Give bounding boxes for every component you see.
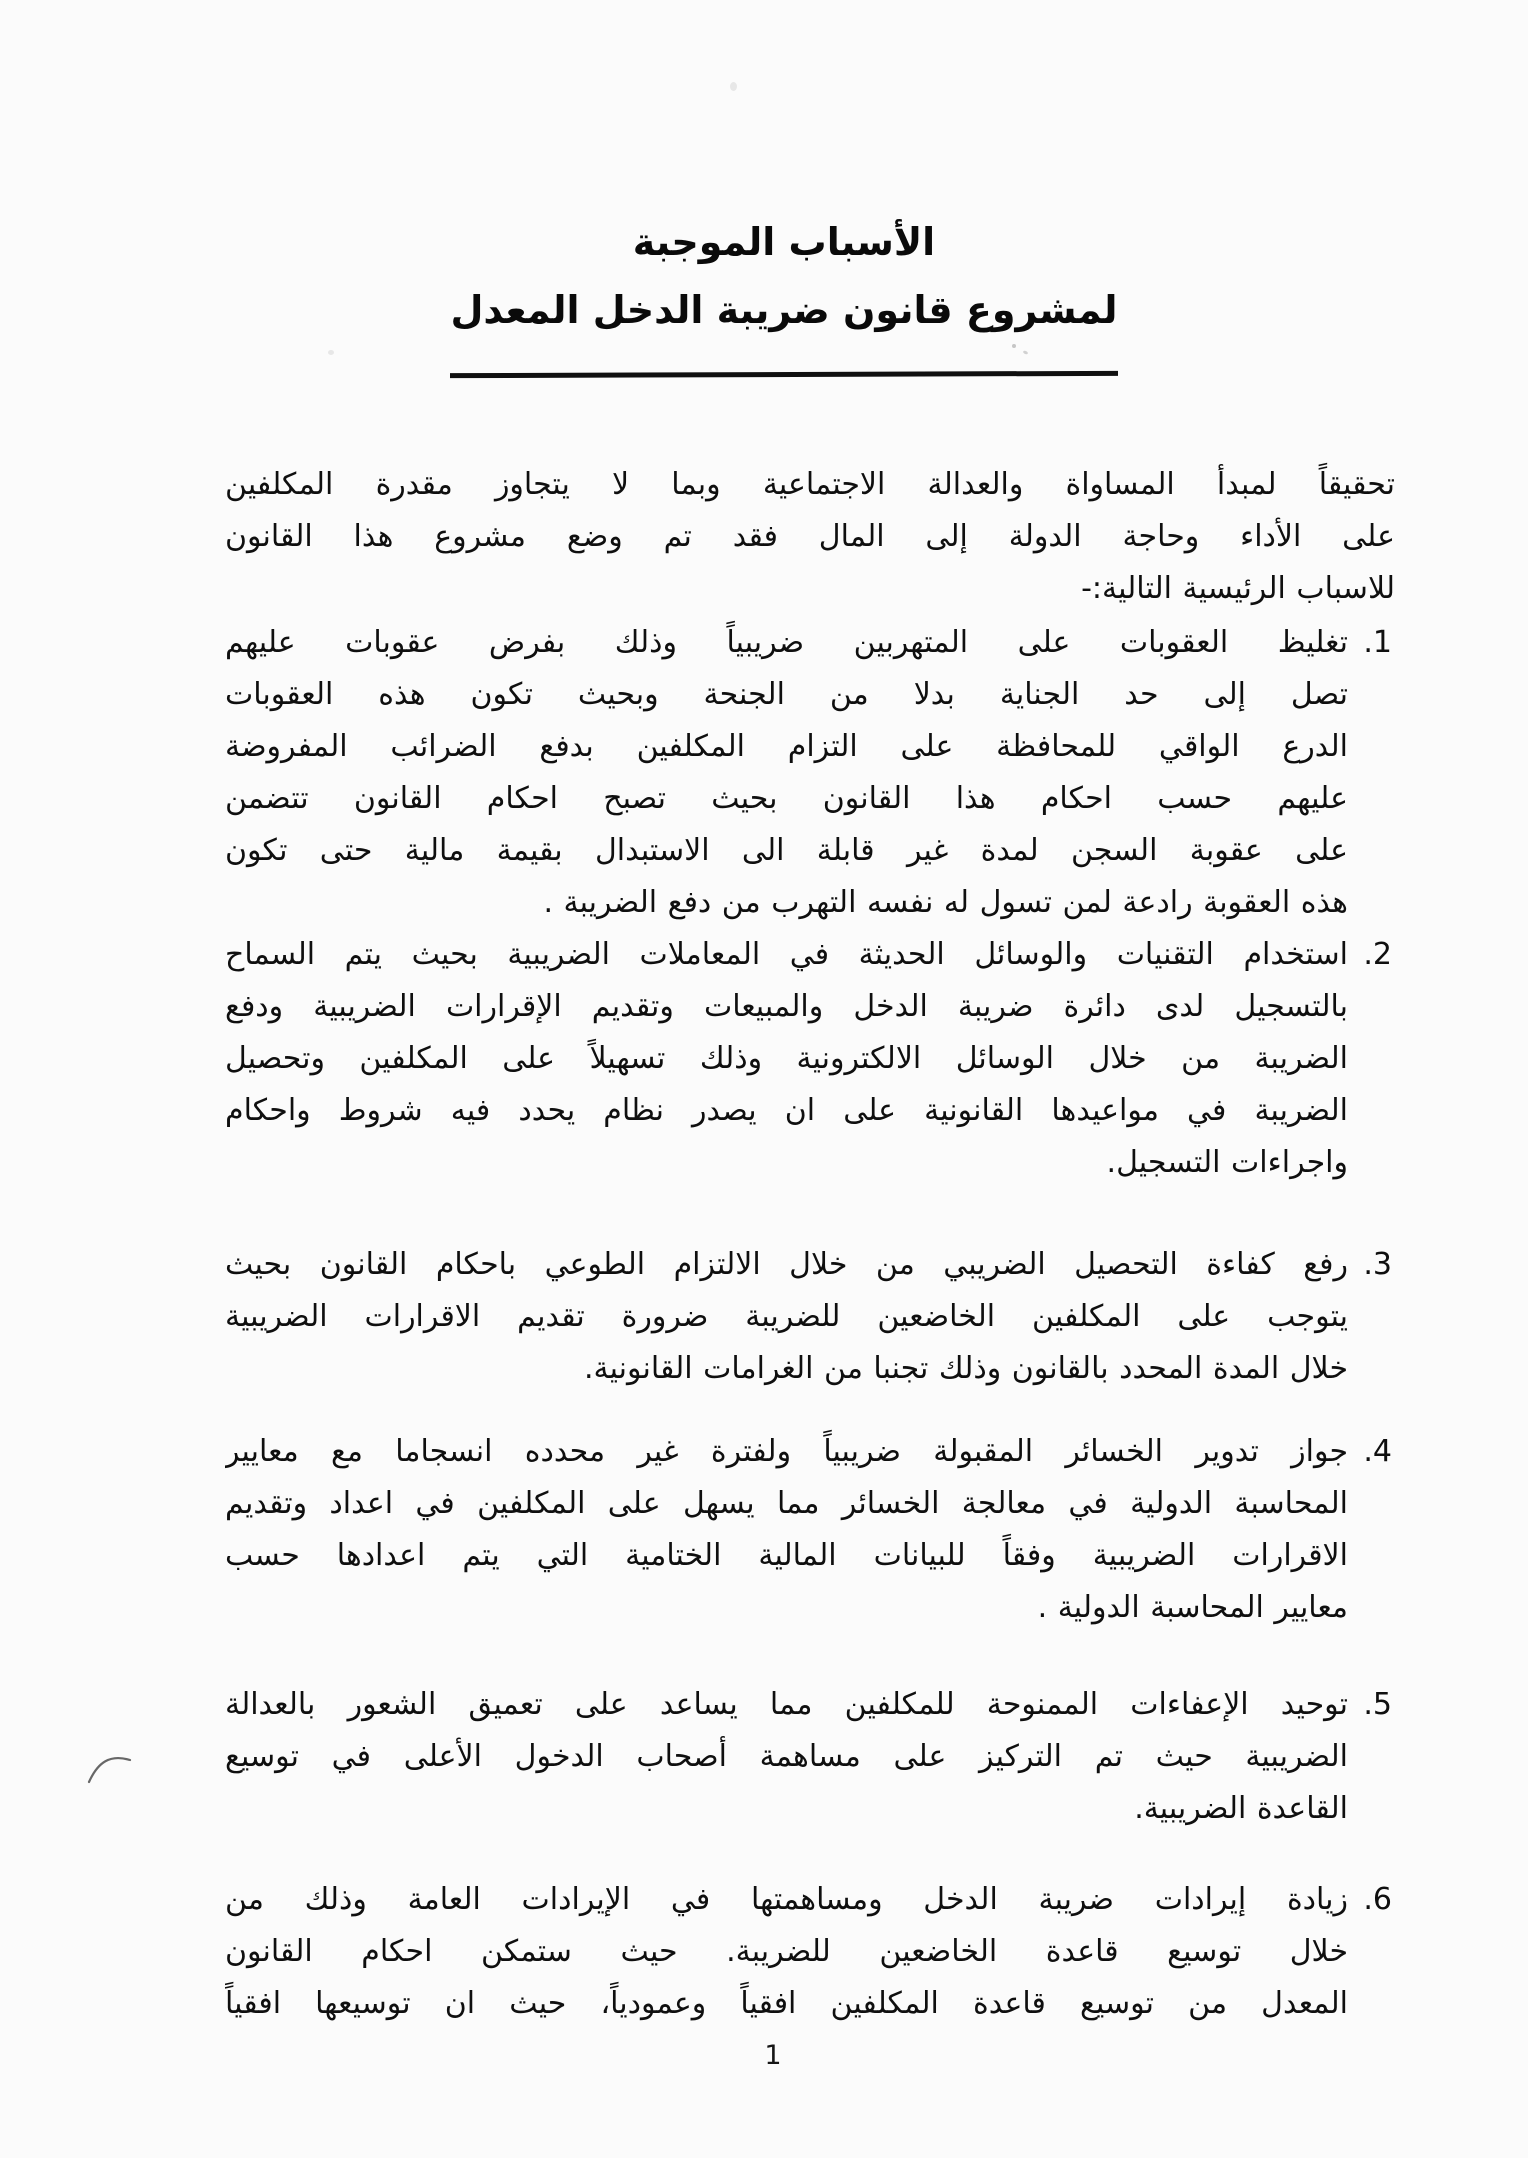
item-line: هذه العقوبة رادعة لمن تسول له نفسه التهرب من دفع الضريبة . — [543, 885, 1348, 920]
item-line: زيادة إيرادات ضريبة الدخل ومساهمتها في الإيرادات العامة وذلك من — [225, 1882, 1348, 1917]
item-number: 4. — [1363, 1434, 1392, 1469]
item-line: القاعدة الضريبية. — [1134, 1791, 1348, 1826]
item-line: خلال المدة المحدد بالقانون وذلك تجنبا من الغرامات القانونية. — [583, 1351, 1348, 1386]
item-text — [225, 1239, 1348, 1395]
item-line: يتوجب على المكلفين الخاضعين للضريبة ضرورة تقديم الاقرارات الضريبية — [225, 1299, 1348, 1334]
item-line: بالتسجيل لدى دائرة ضريبة الدخل والمبيعات وتقديم الإقرارات الضريبية ودفع — [225, 989, 1348, 1024]
title-line-2: لمشروع قانون ضريبة الدخل المعدل — [450, 288, 1118, 332]
list-item-5 — [225, 1679, 1392, 1835]
page-number: 1 — [764, 2040, 782, 2071]
item-line: استخدام التقنيات والوسائل الحديثة في المعاملات الضريبية بحيث يتم السماح — [225, 937, 1348, 972]
handwritten-margin-mark — [86, 1748, 134, 1792]
item-number: 1. — [1363, 625, 1392, 660]
list-item-4 — [225, 1426, 1392, 1634]
intro-line: للاسباب الرئيسية التالية:- — [1081, 571, 1395, 606]
item-text — [225, 1679, 1348, 1835]
item-number: 6. — [1363, 1882, 1392, 1917]
item-number: 3. — [1363, 1247, 1392, 1282]
item-line: على عقوبة السجن لمدة غير قابلة الى الاستبدال بقيمة مالية حتى تكون — [225, 833, 1348, 868]
item-line: الضريبية حيث تم التركيز على مساهمة أصحاب الدخول الأعلى في توسيع — [225, 1739, 1348, 1774]
item-line: واجراءات التسجيل. — [1106, 1145, 1348, 1180]
intro-paragraph — [225, 459, 1395, 615]
list-item-1 — [225, 617, 1392, 929]
intro-line: على الأداء وحاجة الدولة إلى المال فقد تم وضع مشروع هذا القانون — [225, 519, 1395, 554]
item-line: الاقرارات الضريبية وفقاً للبيانات المالية الختامية التي يتم اعدادها حسب — [225, 1538, 1348, 1573]
scan-speck — [328, 350, 334, 355]
item-line: معايير المحاسبة الدولية . — [1037, 1590, 1348, 1625]
intro-line: تحقيقاً لمبدأ المساواة والعدالة الاجتماعية وبما لا يتجاوز مقدرة المكلفين — [225, 467, 1395, 502]
scan-speck — [1012, 344, 1016, 348]
item-line: الضريبة من خلال الوسائل الالكترونية وذلك تسهيلاً على المكلفين وتحصيل — [225, 1041, 1348, 1076]
item-text — [225, 929, 1348, 1189]
item-number: 2. — [1363, 937, 1392, 972]
item-number: 5. — [1363, 1687, 1392, 1722]
list-item-3 — [225, 1239, 1392, 1395]
item-line: المعدل من توسيع قاعدة المكلفين افقياً وعمودياً، حيث ان توسيعها افقياً — [225, 1986, 1348, 2021]
item-text — [225, 1426, 1348, 1634]
scan-speck — [1023, 350, 1029, 355]
item-line: تصل إلى حد الجناية بدلا من الجنحة وبحيث تكون هذه العقوبات — [225, 677, 1348, 712]
item-line: خلال توسيع قاعدة الخاضعين للضريبة. حيث ستمكن احكام القانون — [225, 1934, 1348, 1969]
item-line: جواز تدوير الخسائر المقبولة ضريبياً ولفترة غير محدده انسجاما مع معايير — [225, 1434, 1348, 1469]
item-line: المحاسبة الدولية في معالجة الخسائر مما يسهل على المكلفين في اعداد وتقديم — [225, 1486, 1348, 1521]
item-line: تغليظ العقوبات على المتهربين ضريبياً وذلك بفرض عقوبات عليهم — [225, 625, 1348, 660]
list-item-6 — [225, 1874, 1392, 2030]
list-item-2 — [225, 929, 1392, 1189]
item-line: توحيد الإعفاءات الممنوحة للمكلفين مما يساعد على تعميق الشعور بالعدالة — [225, 1687, 1348, 1722]
document-title — [40, 218, 1528, 334]
title-line-1: الأسباب الموجبة — [632, 220, 936, 264]
scan-speck — [730, 82, 737, 91]
item-line: رفع كفاءة التحصيل الضريبي من خلال الالتزام الطوعي باحكام القانون بحيث — [225, 1247, 1348, 1282]
item-line: عليهم حسب احكام هذا القانون بحيث تصبح احكام القانون تتضمن — [225, 781, 1348, 816]
item-text — [225, 617, 1348, 929]
item-line: الدرع الواقي للمحافظة على التزام المكلفين بدفع الضرائب المفروضة — [225, 729, 1348, 764]
item-text — [225, 1874, 1348, 2030]
item-line: الضريبة في مواعيدها القانونية على ان يصدر نظام يحدد فيه شروط واحكام — [225, 1093, 1348, 1128]
title-underline-rule — [450, 371, 1118, 378]
